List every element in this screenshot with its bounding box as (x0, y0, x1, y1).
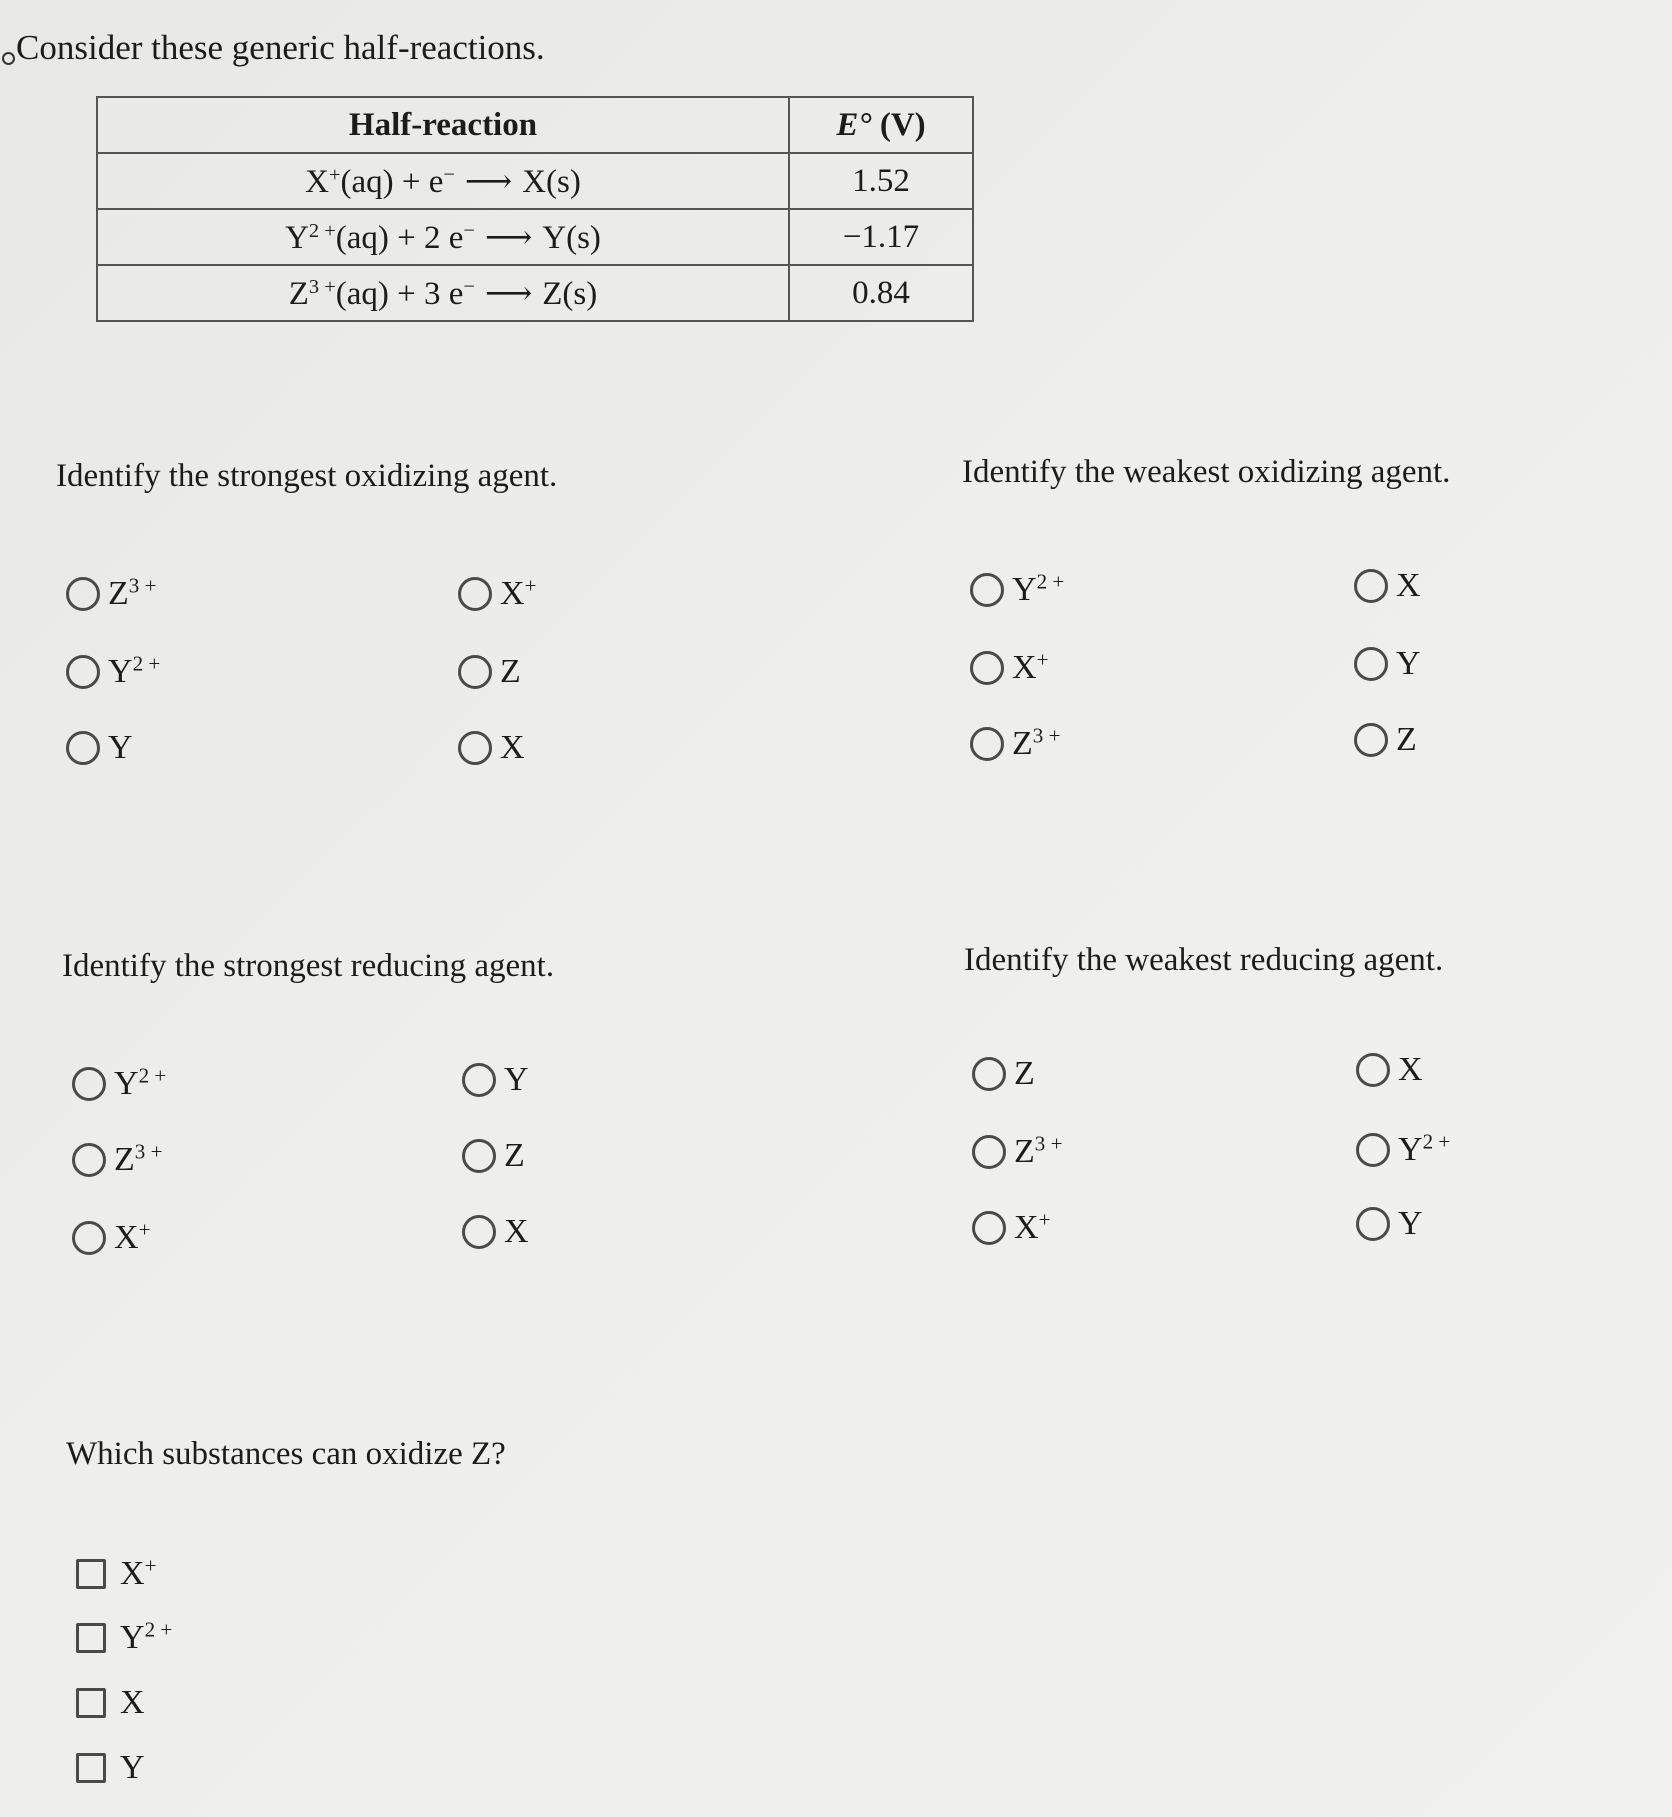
table-row (97, 265, 973, 321)
reaction-cell: $Y^{2 +}(aq) + 2$ e− ⟶ Y(s) (97, 209, 789, 265)
arrow-icon: ⟶ (464, 164, 513, 200)
q2-option-z[interactable]: Z (1354, 718, 1417, 762)
checkbox-icon[interactable] (76, 1559, 106, 1589)
half-reaction-table (96, 96, 974, 322)
radio-icon[interactable] (72, 1143, 106, 1177)
radio-icon[interactable] (458, 731, 492, 765)
header-potential (789, 97, 973, 153)
radio-icon[interactable] (1356, 1053, 1390, 1087)
radio-icon[interactable] (462, 1063, 496, 1097)
radio-icon[interactable] (72, 1067, 106, 1101)
q5-option-y2plus[interactable]: $Y^{2 +}$ (76, 1616, 172, 1660)
checkbox-icon[interactable] (76, 1753, 106, 1783)
arrow-icon: ⟶ (484, 220, 533, 256)
potential-cell: 0.84 (789, 265, 973, 321)
q2-option-z3plus[interactable]: $Z^{3 +}$ (970, 722, 1060, 766)
q3-option-z3plus[interactable]: $Z^{3 +}$ (72, 1138, 162, 1182)
checkbox-icon[interactable] (76, 1623, 106, 1653)
arrow-icon: ⟶ (484, 276, 533, 312)
q3-option-x[interactable]: X (462, 1210, 529, 1254)
table-header-row (97, 97, 973, 153)
potential-cell: −1.17 (789, 209, 973, 265)
radio-icon[interactable] (970, 651, 1004, 685)
q1-option-xplus[interactable]: X+ (458, 572, 536, 616)
q4-option-y2plus[interactable]: $Y^{2 +}$ (1356, 1128, 1450, 1172)
header-half-reaction: Half-reaction (97, 97, 789, 153)
q4-option-xplus[interactable]: X+ (972, 1206, 1050, 1250)
intro-text: Consider these generic half-reactions. (16, 28, 545, 67)
radio-icon[interactable] (972, 1135, 1006, 1169)
radio-icon[interactable] (970, 573, 1004, 607)
q3-option-z[interactable]: Z (462, 1134, 525, 1178)
radio-icon[interactable] (972, 1057, 1006, 1091)
q5-option-y[interactable]: Y (76, 1746, 145, 1790)
q1-title: Identify the strongest oxidizing agent. (56, 458, 558, 494)
q4-option-y[interactable]: Y (1356, 1202, 1423, 1246)
q3-option-xplus[interactable]: X+ (72, 1216, 150, 1260)
radio-icon[interactable] (1356, 1207, 1390, 1241)
q2-option-xplus[interactable]: X+ (970, 646, 1048, 690)
q3-option-y2plus[interactable]: $Y^{2 +}$ (72, 1062, 166, 1106)
radio-icon[interactable] (1356, 1133, 1390, 1167)
q5-option-x[interactable]: X (76, 1681, 145, 1725)
table-row (97, 153, 973, 209)
radio-icon[interactable] (66, 731, 100, 765)
q2-option-y2plus[interactable]: $Y^{2 +}$ (970, 568, 1064, 612)
radio-icon[interactable] (66, 577, 100, 611)
radio-icon[interactable] (972, 1211, 1006, 1245)
radio-icon[interactable] (970, 727, 1004, 761)
radio-icon[interactable] (66, 655, 100, 689)
radio-icon[interactable] (462, 1139, 496, 1173)
bullet-icon (2, 52, 15, 65)
q1-option-z[interactable]: Z (458, 650, 521, 694)
radio-icon[interactable] (1354, 723, 1388, 757)
reaction-cell: X+(aq) + e− ⟶ X(s) (97, 153, 789, 209)
potential-symbol: E° (836, 106, 872, 143)
q1-option-y2plus[interactable]: $Y^{2 +}$ (66, 650, 160, 694)
q4-option-z3plus[interactable]: $Z^{3 +}$ (972, 1130, 1062, 1174)
radio-icon[interactable] (72, 1221, 106, 1255)
q2-option-y[interactable]: Y (1354, 642, 1421, 686)
reaction-cell: $Z^{3 +}(aq) + 3$ e− ⟶ Z(s) (97, 265, 789, 321)
q3-option-y[interactable]: Y (462, 1058, 529, 1102)
potential-unit: (V) (879, 106, 926, 143)
radio-icon[interactable] (458, 655, 492, 689)
q5-option-xplus[interactable]: X+ (76, 1552, 156, 1596)
table-row (97, 209, 973, 265)
q5-title: Which substances can oxidize Z? (66, 1436, 506, 1472)
checkbox-icon[interactable] (76, 1688, 106, 1718)
q1-option-z3plus[interactable]: $Z^{3 +}$ (66, 572, 156, 616)
radio-icon[interactable] (462, 1215, 496, 1249)
q4-option-z[interactable]: Z (972, 1052, 1035, 1096)
radio-icon[interactable] (1354, 647, 1388, 681)
q2-option-x[interactable]: X (1354, 564, 1421, 608)
radio-icon[interactable] (458, 577, 492, 611)
q3-title: Identify the strongest reducing agent. (62, 948, 555, 984)
q1-option-y[interactable]: Y (66, 726, 133, 770)
q4-title: Identify the weakest reducing agent. (964, 942, 1444, 978)
q1-option-x[interactable]: X (458, 726, 525, 770)
radio-icon[interactable] (1354, 569, 1388, 603)
q4-option-x[interactable]: X (1356, 1048, 1423, 1092)
q2-title: Identify the weakest oxidizing agent. (962, 454, 1451, 490)
potential-cell: 1.52 (789, 153, 973, 209)
